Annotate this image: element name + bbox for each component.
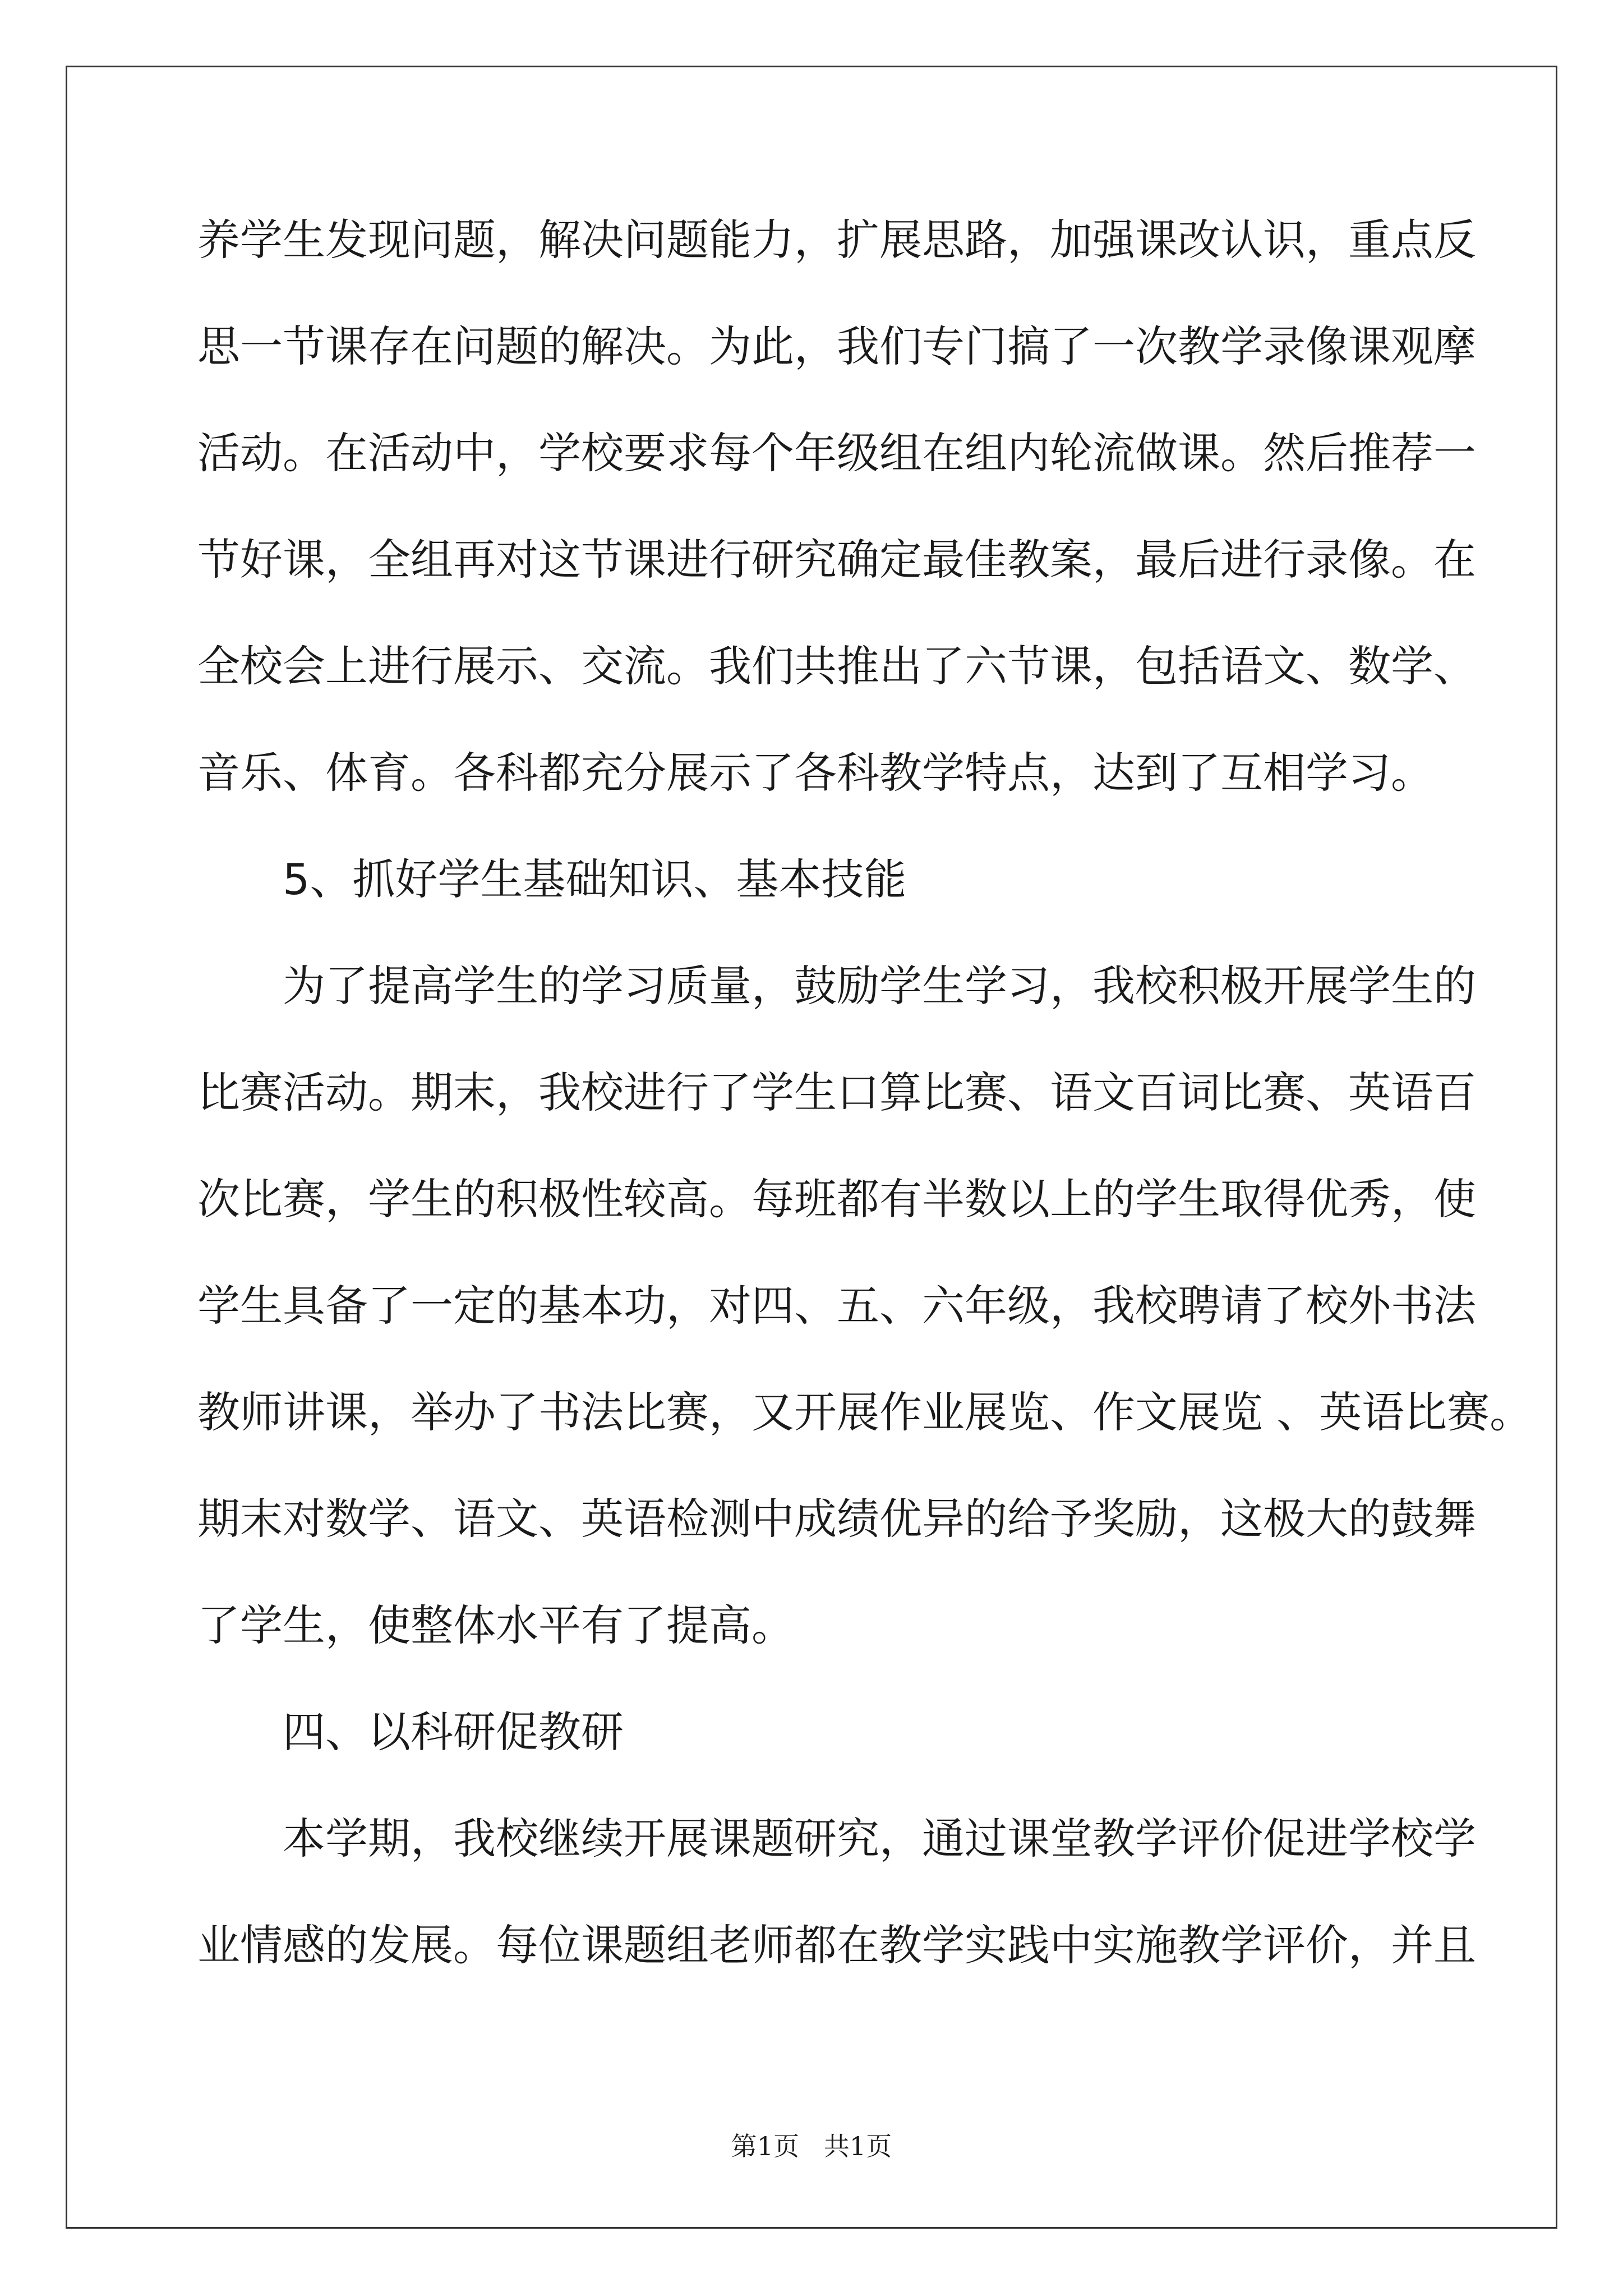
paragraph-line: 期末对数学、语文、英语检测中成绩优异的给予奖励，这极大的鼓舞 xyxy=(197,1494,1476,1544)
paragraph-line: 业情感的发展。每位课题组老师都在教学实践中实施教学评价，并且 xyxy=(197,1920,1476,1970)
page-border xyxy=(66,66,1557,2229)
paragraph-line: 次比赛，学生的积极性较高。每班都有半数以上的学生取得优秀，使 xyxy=(197,1174,1476,1224)
paragraph-line: 养学生发现问题，解决问题能力，扩展思路，加强课改认识，重点反 xyxy=(197,215,1476,265)
paragraph-line: 全校会上进行展示、交流。我们共推出了六节课，包括语文、数学、 xyxy=(197,641,1476,691)
paragraph-line: 了学生，使整体水平有了提高。 xyxy=(197,1600,794,1650)
paragraph-line: 本学期，我校继续开展课题研究，通过课堂教学评价促进学校学 xyxy=(283,1814,1476,1864)
section-heading: 四、以科研促教研 xyxy=(283,1707,624,1757)
paragraph-line: 教师讲课，举办了书法比赛，又开展作业展览、作文展览 、英语比赛。 xyxy=(197,1387,1533,1437)
paragraph-line: 思一节课存在问题的解决。为此，我们专门搞了一次教学录像课观摩 xyxy=(197,321,1476,371)
paragraph-line: 学生具备了一定的基本功，对四、五、六年级，我校聘请了校外书法 xyxy=(197,1281,1476,1331)
page-number-footer: 第1页 共1页 xyxy=(731,2131,892,2161)
paragraph-line: 活动。在活动中，学校要求每个年级组在组内轮流做课。然后推荐一 xyxy=(197,428,1476,478)
paragraph-line: 音乐、体育。各科都充分展示了各科教学特点，达到了互相学习。 xyxy=(197,748,1433,798)
section-heading: 5、抓好学生基础知识、基本技能 xyxy=(283,854,907,904)
paragraph-line: 为了提高学生的学习质量，鼓励学生学习，我校积极开展学生的 xyxy=(283,961,1476,1011)
paragraph-line: 比赛活动。期末，我校进行了学生口算比赛、语文百词比赛、英语百 xyxy=(197,1068,1476,1117)
paragraph-line: 节好课，全组再对这节课进行研究确定最佳教案，最后进行录像。在 xyxy=(197,535,1476,585)
